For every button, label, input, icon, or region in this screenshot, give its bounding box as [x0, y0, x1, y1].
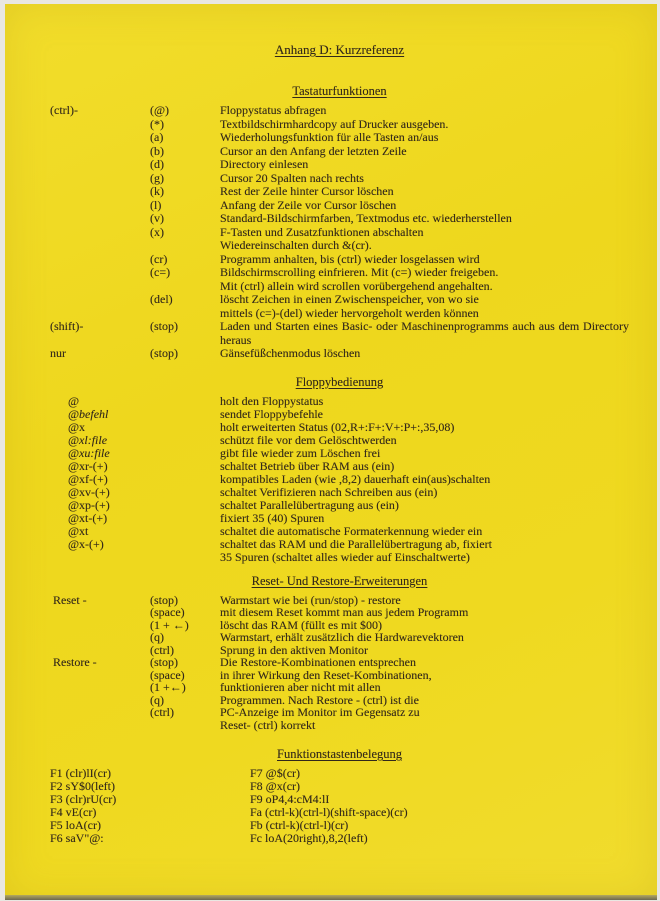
modifier-cell [53, 619, 150, 632]
key-cell: (stop) [150, 346, 178, 360]
table-row [50, 293, 629, 307]
fkey-right-cell: F9 oP4,4:cM4:lI [250, 792, 330, 806]
modifier-cell: Restore - [53, 655, 97, 669]
key-cell [150, 239, 220, 253]
command-cell: @xp-(+) [68, 497, 110, 512]
description-cell: mittels (c=)-(del) wieder hervorgeholt werden können [220, 305, 479, 320]
table-row [50, 719, 629, 732]
modifier-cell [50, 226, 150, 240]
floppy-table [50, 395, 629, 564]
description-cell: 35 Spuren (schaltet alles wieder auf Einschaltwerte) [220, 549, 470, 564]
modifier-cell [53, 631, 150, 644]
table-row [50, 606, 629, 619]
description-cell: schaltet Verifizieren nach Schreiben aus (ein) [220, 484, 438, 499]
table-row [50, 499, 629, 512]
table-row [50, 408, 629, 421]
description-cell: Die Restore-Kombinationen entsprechen [220, 655, 416, 669]
description-cell: Wiederholungsfunktion für alle Tasten an/aus [220, 130, 439, 144]
table-row [50, 185, 629, 199]
fkey-right-cell: Fa (ctrl-k)(ctrl-l)(shift-space)(cr) [250, 805, 408, 819]
key-cell [150, 280, 220, 294]
key-cell: (q) [150, 630, 164, 644]
section-reset-restore [50, 574, 629, 732]
page-edge-shadow [5, 895, 657, 900]
table-row [50, 486, 629, 499]
section-heading-reset: Reset- Und Restore-Erweiterungen [251, 573, 428, 588]
table-row [50, 656, 629, 669]
modifier-cell: Reset - [53, 592, 87, 607]
fkey-right-cell: Fb (ctrl-k)(ctrl-l)(cr) [250, 818, 349, 832]
description-cell: Warmstart wie bei (run/stop) - restore [220, 592, 401, 607]
key-cell: (v) [150, 211, 164, 225]
description-cell: in ihrer Wirkung den Reset-Kombinationen, [220, 667, 432, 682]
fkey-right-cell: F7 @$(cr) [250, 766, 301, 780]
table-row [50, 131, 629, 145]
modifier-cell [53, 719, 150, 732]
key-cell: (stop) [150, 592, 178, 607]
description-cell: Anfang der Zeile vor Cursor löschen [220, 197, 397, 212]
table-row [50, 212, 629, 226]
modifier-cell [50, 118, 150, 132]
table-row [50, 631, 629, 644]
description-cell: schaltet das RAM und die Parallelübertragung ab, fixiert [220, 536, 492, 551]
key-cell: (stop) [150, 655, 178, 669]
table-row [50, 320, 629, 347]
table-row [50, 253, 629, 267]
description-cell: Warmstart, erhält zusätzlich die Hardwarevektoren [220, 630, 464, 644]
table-row [50, 538, 629, 551]
description-cell: Bildschirmscrolling einfrieren. Mit (c=) wieder freigeben. [220, 265, 499, 279]
section-funktionstasten [50, 747, 629, 845]
modifier-cell [50, 131, 150, 145]
modifier-cell [50, 253, 150, 267]
fkey-right-cell: F8 @x(cr) [250, 779, 301, 793]
description-cell: Programmen. Nach Restore - (ctrl) ist die [220, 692, 419, 707]
fkey-right-cell: Fc loA(20right),8,2(left) [250, 831, 368, 845]
section-heading-tastatur: Tastaturfunktionen [292, 84, 387, 98]
table-row [50, 226, 629, 240]
table-row [50, 104, 629, 118]
key-cell: (cr) [150, 251, 168, 266]
key-cell: (l) [150, 197, 162, 212]
table-row [50, 767, 629, 780]
modifier-cell [50, 307, 150, 321]
description-cell: löscht Zeichen in einen Zwischenspeicher, von wo sie [220, 292, 479, 306]
reset-table [50, 594, 629, 732]
table-row [50, 460, 629, 473]
page-content [5, 4, 657, 900]
description-cell: löscht das RAM (füllt es mit $00) [220, 617, 382, 632]
page [5, 4, 657, 900]
table-row [50, 347, 629, 361]
key-cell: (ctrl) [150, 705, 174, 719]
command-cell [68, 551, 220, 564]
key-cell [150, 307, 220, 321]
page-title: Anhang D: Kurzreferenz [274, 42, 405, 57]
description-cell: Mit (ctrl) allein wird scrollen vorübergehend angehalten. [220, 278, 493, 293]
section-heading-floppy: Floppybedienung [295, 374, 384, 389]
modifier-cell [50, 185, 150, 199]
command-cell: @xu:file [68, 445, 110, 460]
fkey-left-cell: F3 (clr)rU(cr) [50, 792, 117, 806]
key-cell: (del) [150, 292, 173, 306]
table-row [50, 681, 629, 694]
table-row [50, 145, 629, 159]
command-cell: @x-(+) [68, 536, 104, 551]
fkey-left-cell: F4 vE(cr) [50, 805, 97, 819]
modifier-cell [53, 606, 150, 619]
table-row [50, 239, 629, 253]
modifier-cell [50, 280, 150, 294]
modifier-cell [50, 239, 150, 253]
table-row [50, 832, 629, 845]
description-cell: Rest der Zeile hinter Cursor löschen [220, 184, 394, 198]
description-cell: Cursor an den Anfang der letzten Zeile [220, 143, 407, 158]
key-cell [150, 719, 220, 732]
table-row [50, 395, 629, 408]
modifier-cell [53, 694, 150, 707]
modifier-cell [50, 212, 150, 226]
description-cell: Laden und Starten eines Basic- oder Maschinenprogramms auch aus dem Directory heraus [220, 319, 629, 347]
modifier-cell [53, 669, 150, 682]
description-cell: Textbildschirmhardcopy auf Drucker ausgeben. [220, 116, 449, 131]
description-cell: Programm anhalten, bis (ctrl) wieder losgelassen wird [220, 251, 480, 266]
description-cell: Sprung in den aktiven Monitor [220, 642, 368, 657]
key-cell: (q) [150, 692, 164, 707]
key-cell: (@) [150, 103, 170, 117]
table-row [50, 473, 629, 486]
table-row [50, 307, 629, 321]
command-cell: @ [68, 393, 80, 408]
key-cell: (*) [150, 116, 164, 131]
description-cell: mit diesem Reset kommt man aus jedem Programm [220, 605, 469, 619]
key-cell: (ctrl) [150, 642, 174, 657]
description-cell: schaltet Betrieb über RAM aus (ein) [220, 458, 395, 473]
key-cell: (space) [150, 605, 185, 619]
table-row [50, 525, 629, 538]
key-cell: (b) [150, 143, 164, 158]
description-cell: sendet Floppybefehle [220, 406, 323, 421]
table-row [50, 706, 629, 719]
key-cell: (stop) [150, 319, 178, 333]
command-cell: @xt-(+) [68, 510, 108, 525]
fkey-left-cell: F5 loA(cr) [50, 818, 101, 832]
key-cell: (k) [150, 184, 164, 198]
description-cell: holt erweiterten Status (02,R+:F+:V+:P+:,35,08) [220, 419, 455, 434]
key-cell: (1 + ←) [150, 617, 189, 632]
key-cell: (d) [150, 157, 164, 171]
fkey-left-cell: F6 saV"@: [50, 831, 104, 845]
description-cell: Gänsefüßchenmodus löschen [220, 346, 361, 360]
table-row [50, 199, 629, 213]
section-floppybedienung [50, 375, 629, 564]
modifier-cell [50, 172, 150, 186]
modifier-cell [50, 266, 150, 280]
command-cell: @xl:file [68, 432, 108, 447]
table-row [50, 512, 629, 525]
modifier-cell [50, 158, 150, 172]
command-cell: @xv-(+) [68, 484, 110, 499]
command-cell: @xf-(+) [68, 471, 108, 486]
modifier-cell [53, 681, 150, 694]
description-cell: PC-Anzeige im Monitor im Gegensatz zu [220, 705, 420, 719]
description-cell: Floppystatus abfragen [220, 103, 327, 117]
description-cell: schaltet die automatische Formaterkennung wieder ein [220, 523, 483, 538]
description-cell: fixiert 35 (40) Spuren [220, 510, 325, 525]
table-row [50, 551, 629, 564]
key-cell: (a) [150, 130, 164, 144]
description-cell: gibt file wieder zum Löschen frei [220, 445, 381, 460]
description-cell: Wiedereinschalten durch &(cr). [220, 238, 372, 252]
modifier-cell [50, 199, 150, 213]
modifier-cell: (shift)- [50, 319, 84, 333]
description-cell: F-Tasten und Zusatzfunktionen abschalten [220, 224, 424, 239]
table-row [50, 447, 629, 460]
description-cell: Directory einlesen [220, 157, 309, 171]
key-cell: (x) [150, 224, 164, 239]
key-cell: (1 +←) [150, 680, 186, 694]
table-row [50, 158, 629, 172]
table-row [50, 266, 629, 280]
description-cell: funktionieren aber nicht mit allen [220, 680, 381, 694]
description-cell: Standard-Bildschirmfarben, Textmodus etc. wiederherstellen [220, 211, 512, 225]
section-tastaturfunktionen [50, 84, 629, 361]
modifier-cell: (ctrl)- [50, 103, 78, 117]
modifier-cell [50, 145, 150, 159]
key-cell: (g) [150, 170, 164, 185]
fkey-left-cell: F1 (clr)lI(cr) [50, 766, 111, 780]
fkeys-table [50, 767, 629, 845]
table-row [50, 280, 629, 294]
fkey-left-cell: F2 sY$0(left) [50, 779, 115, 793]
description-cell: kompatibles Laden (wie ,8,2) dauerhaft ein(aus)schalten [220, 471, 491, 486]
key-cell: (space) [150, 667, 185, 682]
description-cell: Cursor 20 Spalten nach rechts [220, 170, 364, 185]
table-row [50, 172, 629, 186]
table-row [50, 118, 629, 132]
command-cell: @xt [68, 523, 89, 538]
modifier-cell [50, 293, 150, 307]
description-cell: holt den Floppystatus [220, 393, 324, 408]
table-row [50, 421, 629, 434]
tastatur-table [50, 104, 629, 361]
modifier-cell: nur [50, 346, 66, 360]
modifier-cell [53, 706, 150, 719]
command-cell: @xr-(+) [68, 458, 108, 473]
description-cell: Reset- (ctrl) korrekt [220, 717, 316, 732]
description-cell: schaltet Parallelübertragung aus (ein) [220, 497, 399, 512]
section-heading-fkeys: Funktionstastenbelegung [277, 747, 402, 761]
table-row [50, 780, 629, 793]
command-cell: @befehl [68, 406, 109, 421]
table-row [50, 434, 629, 447]
description-cell: schützt file vor dem Gelöschtwerden [220, 432, 397, 447]
command-cell: @x [68, 419, 86, 434]
key-cell: (c=) [150, 265, 171, 279]
